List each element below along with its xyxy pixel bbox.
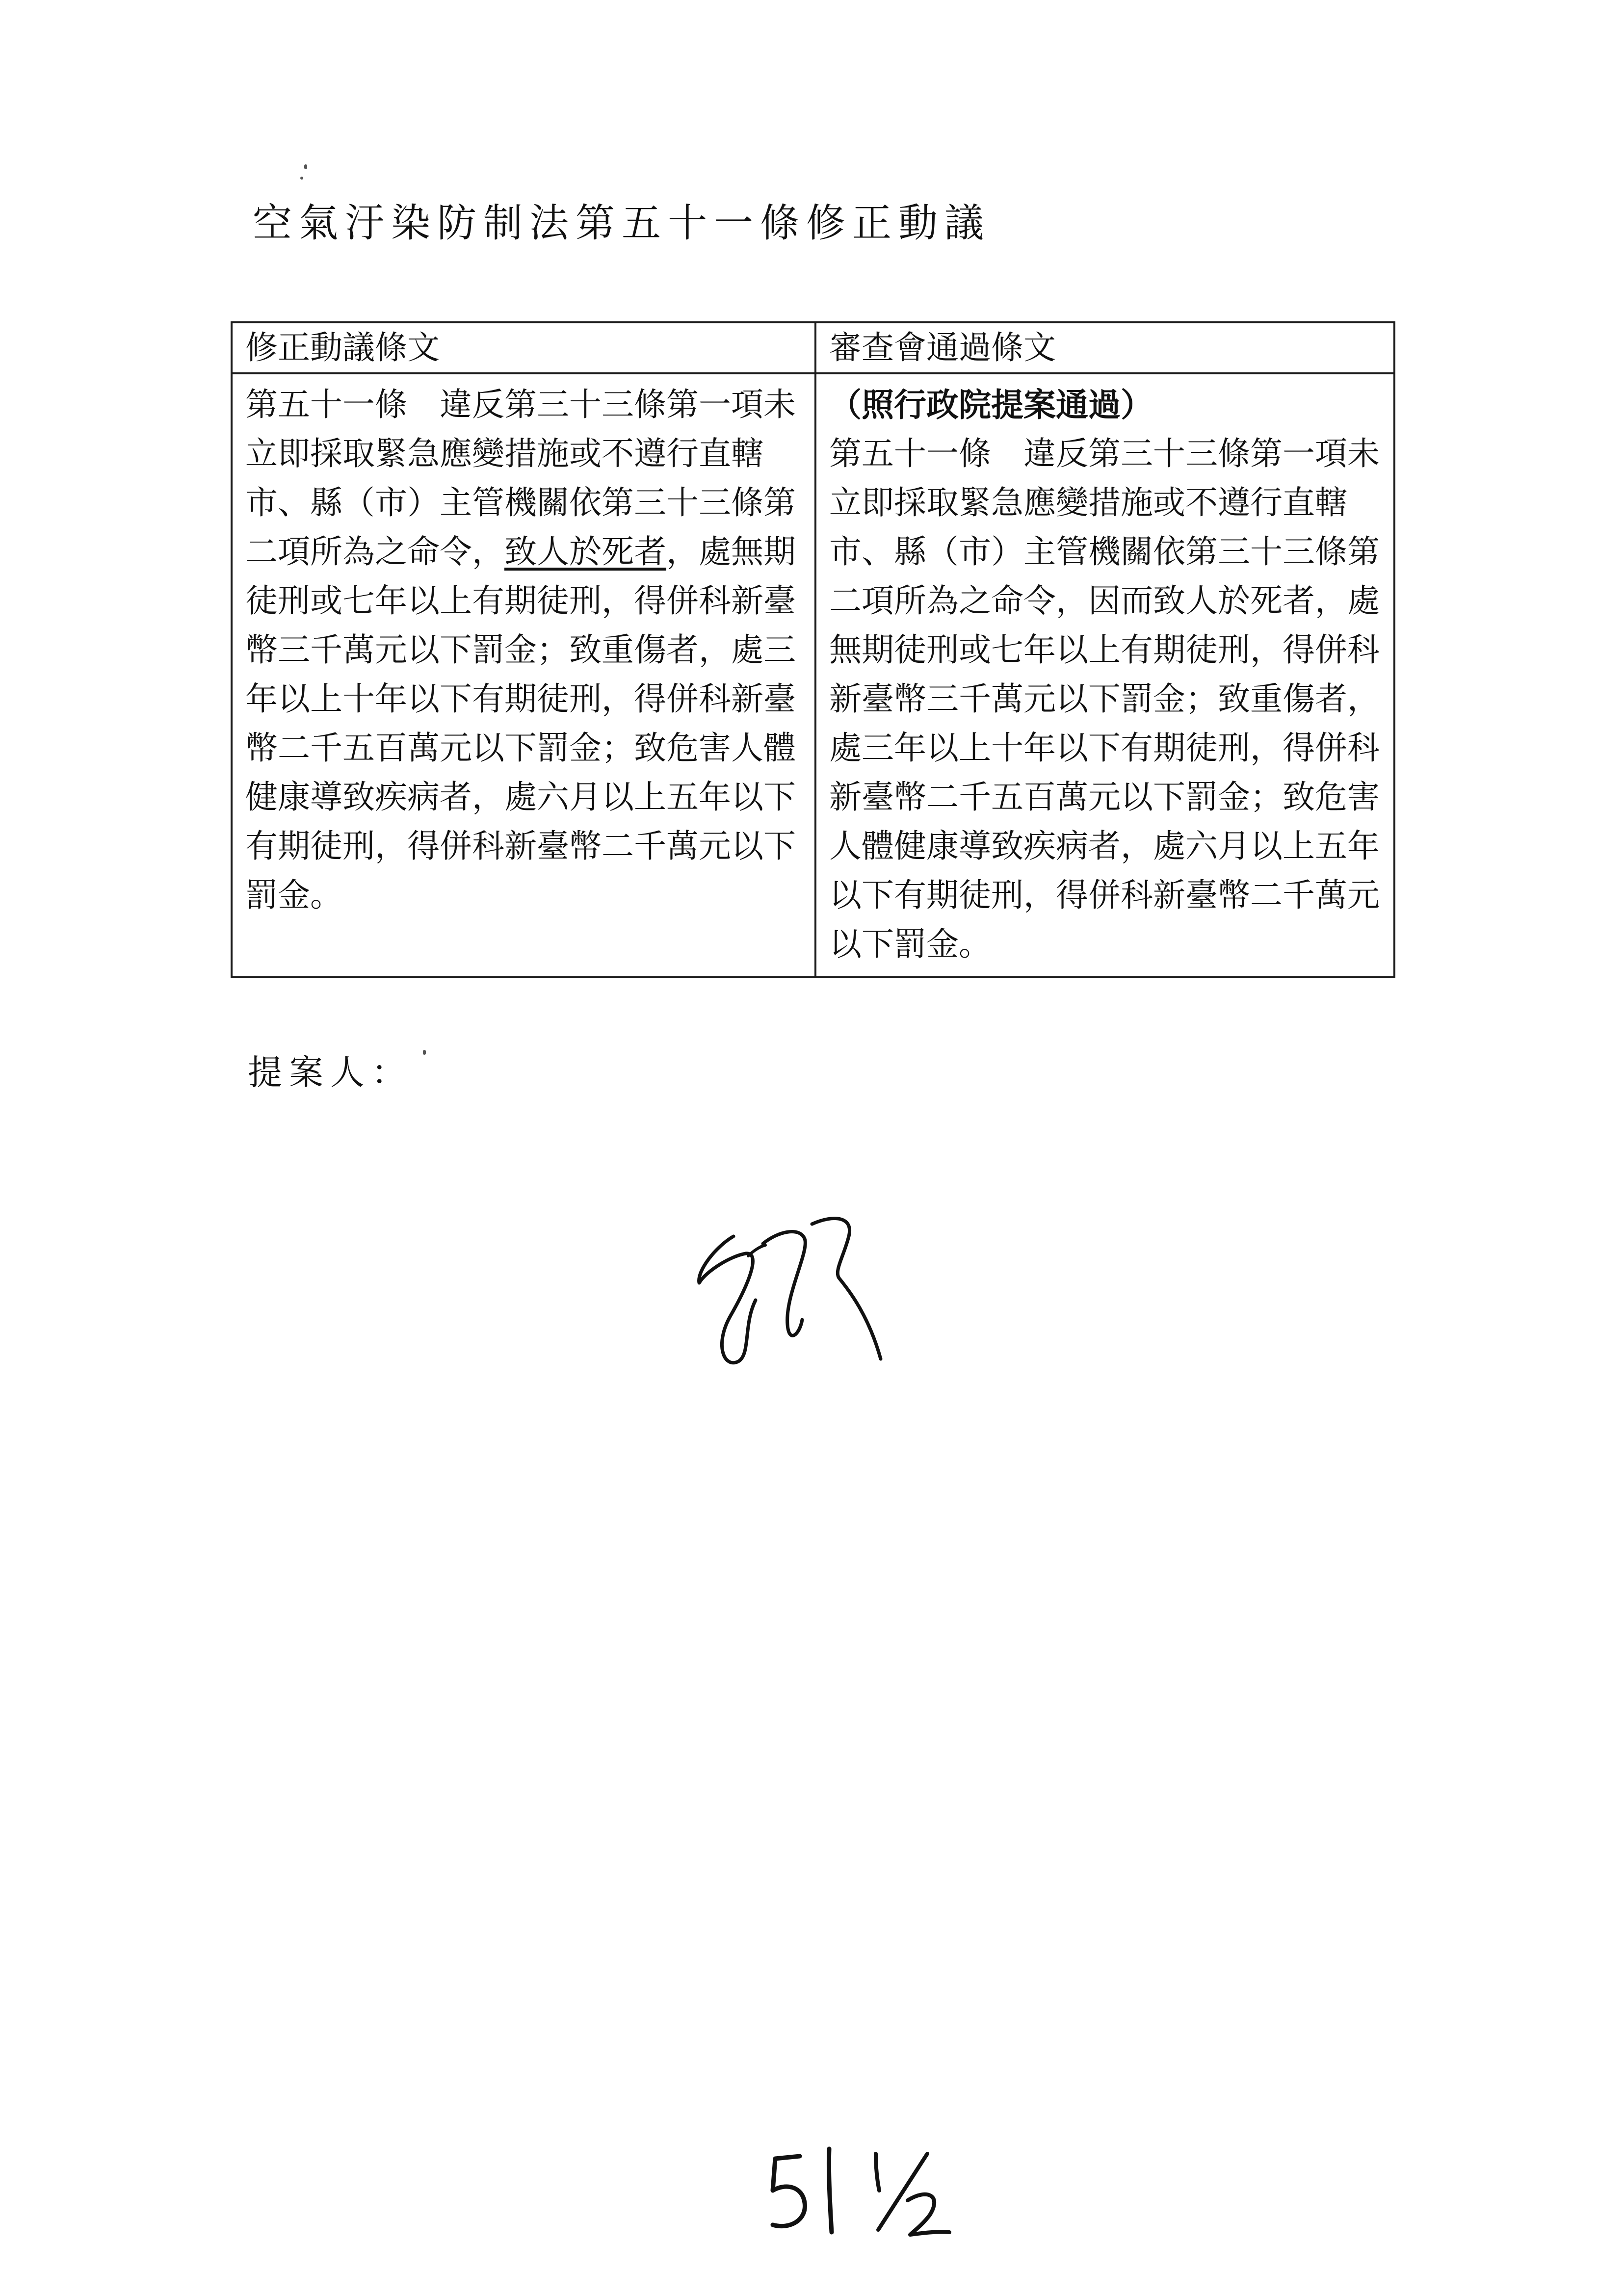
proposer-signature <box>687 1197 962 1403</box>
amendment-article-cell <box>232 373 815 977</box>
header-committee-text: 審查會通過條文 <box>815 322 1394 373</box>
amendment-text-part2: ，處無期徒刑或七年以上有期徒刑，得併科新臺幣三千萬元以下罰金；致重傷者，處三年以上十年以下有期徒刑，得併科新臺幣二千五百萬元以下罰金；致危害人體健康導致疾病者，處六月以上五年以下有期徒刑，得併科新臺幣二千萬元以下罰金。 <box>245 533 796 914</box>
amendment-text-part1: 第五十一條 違反第三十三條第一項未立即採取緊急應變措施或不遵行直轄市、縣（市）主管機關依第三十三條第二項所為之命令， <box>245 386 796 571</box>
scan-speck <box>304 164 307 169</box>
amendment-text-underlined: 致人於死者 <box>504 533 666 571</box>
committee-article-text: 第五十一條 違反第三十三條第一項未立即採取緊急應變措施或不遵行直轄市、縣（市）主管機關依第三十三條第二項所為之命令，因而致人於死者，處無期徒刑或七年以上有期徒刑，得併科新臺幣三千萬元以下罰金；致重傷者，處三年以上十年以下有期徒刑，得併科新臺幣二千五百萬元以下罰金；致危害人體健康導致疾病者，處六月以上五年以下有期徒刑，得併科新臺幣二千萬元以下罰金。 <box>829 435 1380 963</box>
document-title: 空氣汙染防制法第五十一條修正動議 <box>253 200 991 246</box>
header-amendment-text: 修正動議條文 <box>232 322 815 373</box>
committee-article-cell <box>815 373 1394 977</box>
table-header-row <box>232 322 1394 373</box>
proposer-label: 提案人： <box>248 1052 413 1093</box>
amendment-comparison-table <box>231 321 1395 978</box>
table-body-row <box>232 373 1394 977</box>
scan-speck <box>423 1050 426 1055</box>
handwritten-page-number <box>765 2134 971 2242</box>
committee-note: （照行政院提案通過） <box>829 386 1153 424</box>
scan-speck <box>300 177 303 180</box>
